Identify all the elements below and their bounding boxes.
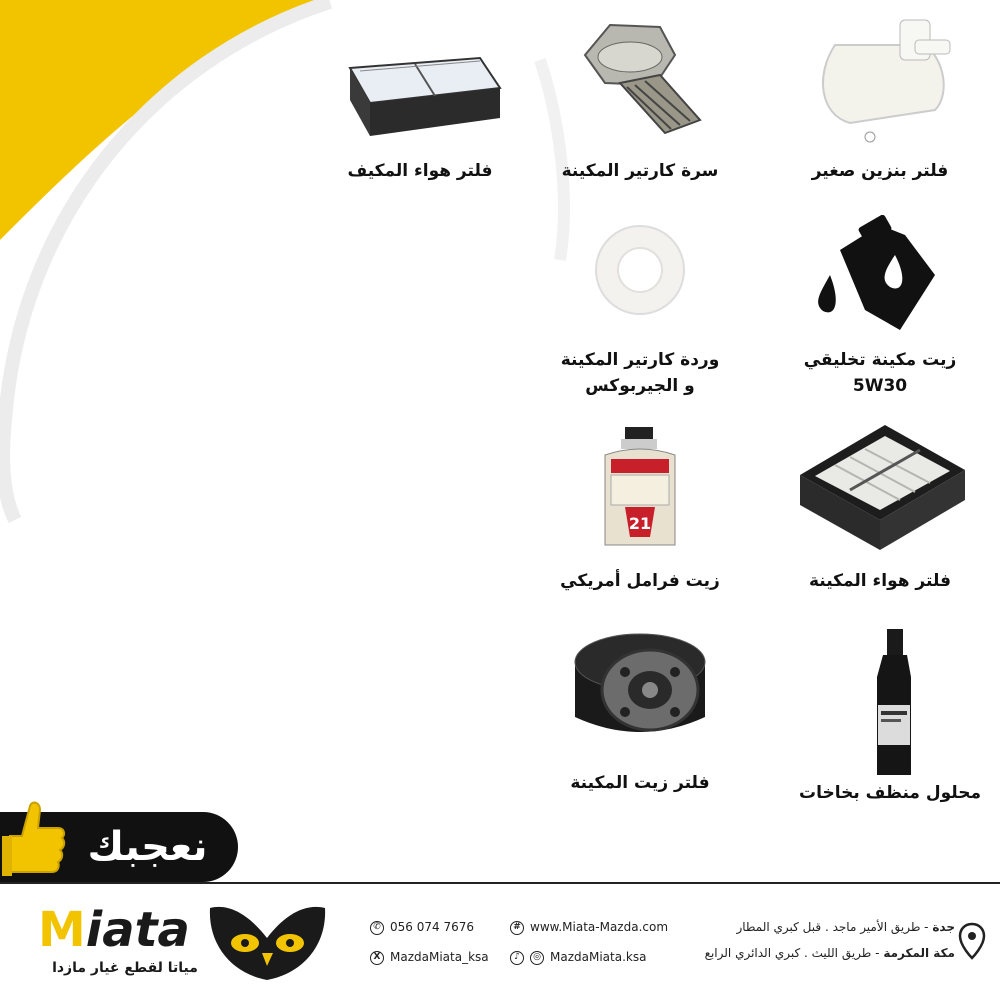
location-pin-icon [958,922,986,962]
owl-logo-icon [205,898,330,983]
label-engine-air-filter [730,568,1000,594]
x-contact[interactable] [370,948,489,966]
yellow-corner-shape [0,0,330,240]
whatsapp-icon: ✆ [370,921,384,935]
product-oil-drain-washer[interactable] [560,215,720,400]
label-line: زيت فرامل أمريكي [560,571,720,591]
product-synthetic-engine-oil[interactable] [800,215,960,400]
svg-text:21: 21 [628,514,652,533]
product-injector-cleaner[interactable] [800,622,980,812]
brand-tagline: مياتا لقطع غيار مازدا [52,960,198,976]
x-icon: X [370,951,384,965]
product-engine-air-filter[interactable] [790,420,970,600]
city-makkah: مكة المكرمة [883,946,955,960]
fuel-filter-image [805,15,955,145]
product-brake-fluid[interactable] [560,420,720,600]
label-small-fuel-filter [730,158,1000,184]
brand-logo[interactable] [38,902,190,958]
logo-rest: iata [85,902,190,958]
address-jeddah-text: - طريق الأمير ماجد . قبل كبري المطار [736,920,933,934]
drain-plug-image [565,15,715,145]
address-makkah-text: - طريق الليث . كبري الدائري الرابع [704,946,884,960]
label-line: فلتر بنزين صغير [811,161,949,181]
engine-air-filter-image [790,420,970,555]
label-line: فلتر هواء المكينة [808,571,952,591]
label-synthetic-engine-oil [730,347,1000,399]
product-engine-oil-drain-plug[interactable] [560,10,720,200]
city-jeddah: جدة [932,920,955,934]
product-oil-filter[interactable] [560,622,720,802]
social-handle: MazdaMiata.ksa [550,950,647,964]
label-line: فلتر هواء المكيف [347,161,493,181]
logo-letter-m: M [38,902,86,958]
label-line: زيت مكينة تخليقي [803,350,957,370]
label-line: وردة كارتير المكينة [560,350,720,370]
brake-fluid-bottle-image [595,425,685,550]
phone-contact[interactable] [370,918,474,936]
address-jeddah [736,918,955,936]
product-small-fuel-filter[interactable] [800,10,960,200]
label-line: محلول منظف بخاخات [799,783,981,803]
label-line: 5W30 [852,376,908,396]
address-makkah [705,944,955,962]
label-injector-cleaner [740,780,1000,806]
cabin-air-filter-image [330,48,510,138]
x-handle: MazdaMiata_ksa [390,950,489,964]
website-contact[interactable] [510,918,668,936]
globe-icon: # [510,921,524,935]
phone-number: 056 074 7676 [390,920,474,934]
label-line: و الجيربوكس [585,376,695,396]
banner-text: نعجبك [87,824,208,870]
oil-can-icon [805,215,955,335]
label-line: فلتر زيت المكينة [570,773,710,793]
website-url: www.Miata-Mazda.com [530,920,669,934]
washer-image [590,220,690,320]
oil-filter-image [565,622,715,747]
instagram-icon: ◎ [530,951,544,965]
tiktok-icon: ♪ [510,951,524,965]
social-contact[interactable] [510,948,646,966]
injector-cleaner-bottle-image [865,627,925,777]
label-line: سرة كارتير المكينة [561,161,719,181]
